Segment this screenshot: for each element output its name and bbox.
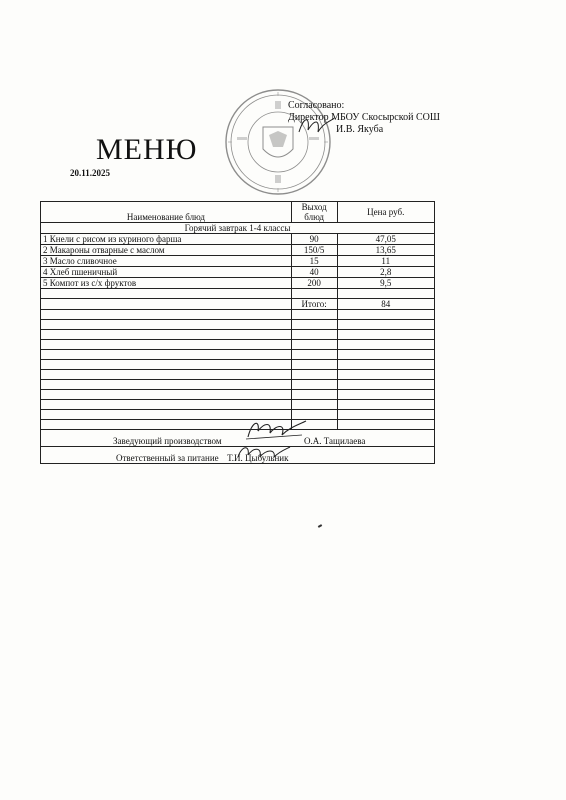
dish-price: 2,8: [337, 267, 435, 278]
empty-row: [41, 400, 435, 410]
section-title: Горячий завтрак 1-4 классы: [41, 223, 435, 234]
header-output: Выход блюд: [291, 202, 337, 223]
page-title: МЕНЮ: [96, 133, 198, 166]
empty-row: [41, 320, 435, 330]
dish-name: 3 Масло сливочное: [41, 256, 292, 267]
table-header-row: [41, 202, 435, 223]
empty-row: [41, 380, 435, 390]
empty-row: [41, 370, 435, 380]
nutrition-signature: [234, 441, 294, 463]
approval-director: Директор МБОУ Скосырской СОШ: [288, 112, 440, 123]
table-row: [41, 256, 435, 267]
empty-row: [41, 410, 435, 420]
production-label: Заведующий производством: [113, 436, 222, 446]
section-row: [41, 223, 435, 234]
production-signature: [242, 417, 312, 443]
dish-name: 1 Кнели с рисом из куриного фарша: [41, 234, 292, 245]
empty-row: [41, 420, 435, 430]
total-label: Итого:: [291, 299, 337, 310]
empty-row: [41, 310, 435, 320]
empty-row: [41, 340, 435, 350]
header-price: Цена руб.: [337, 202, 435, 223]
empty-row: [41, 390, 435, 400]
nutrition-label: Ответственный за питание: [116, 453, 219, 463]
menu-table: [40, 201, 435, 464]
table-row: [41, 245, 435, 256]
dish-price: 11: [337, 256, 435, 267]
dish-output: 90: [291, 234, 337, 245]
empty-row: [41, 330, 435, 340]
total-row: [41, 299, 435, 310]
dish-output: 40: [291, 267, 337, 278]
dish-price: 13,65: [337, 245, 435, 256]
dish-price: 47,05: [337, 234, 435, 245]
dish-output: 200: [291, 278, 337, 289]
total-value: 84: [337, 299, 435, 310]
director-signature: [296, 112, 338, 138]
empty-row: [41, 350, 435, 360]
header-name: Наименование блюд: [41, 202, 292, 223]
nutrition-name: Т.И. Цыбульник: [227, 453, 289, 463]
empty-row: [41, 360, 435, 370]
approval-director-name: И.В. Якуба: [336, 124, 384, 135]
dish-name: 4 Хлеб пшеничный: [41, 267, 292, 278]
production-name: О.А. Тащилаева: [304, 436, 366, 446]
table-row: [41, 234, 435, 245]
menu-date: 20.11.2025: [70, 168, 111, 178]
empty-row: [41, 289, 435, 299]
approval-heading: Согласовано:: [288, 100, 345, 111]
page-mark: [318, 524, 322, 528]
dish-name: 5 Компот из с/х фруктов: [41, 278, 292, 289]
dish-output: 15: [291, 256, 337, 267]
dish-output: 150/5: [291, 245, 337, 256]
table-row: [41, 278, 435, 289]
dish-name: 2 Макароны отварные с маслом: [41, 245, 292, 256]
dish-price: 9,5: [337, 278, 435, 289]
table-row: [41, 267, 435, 278]
